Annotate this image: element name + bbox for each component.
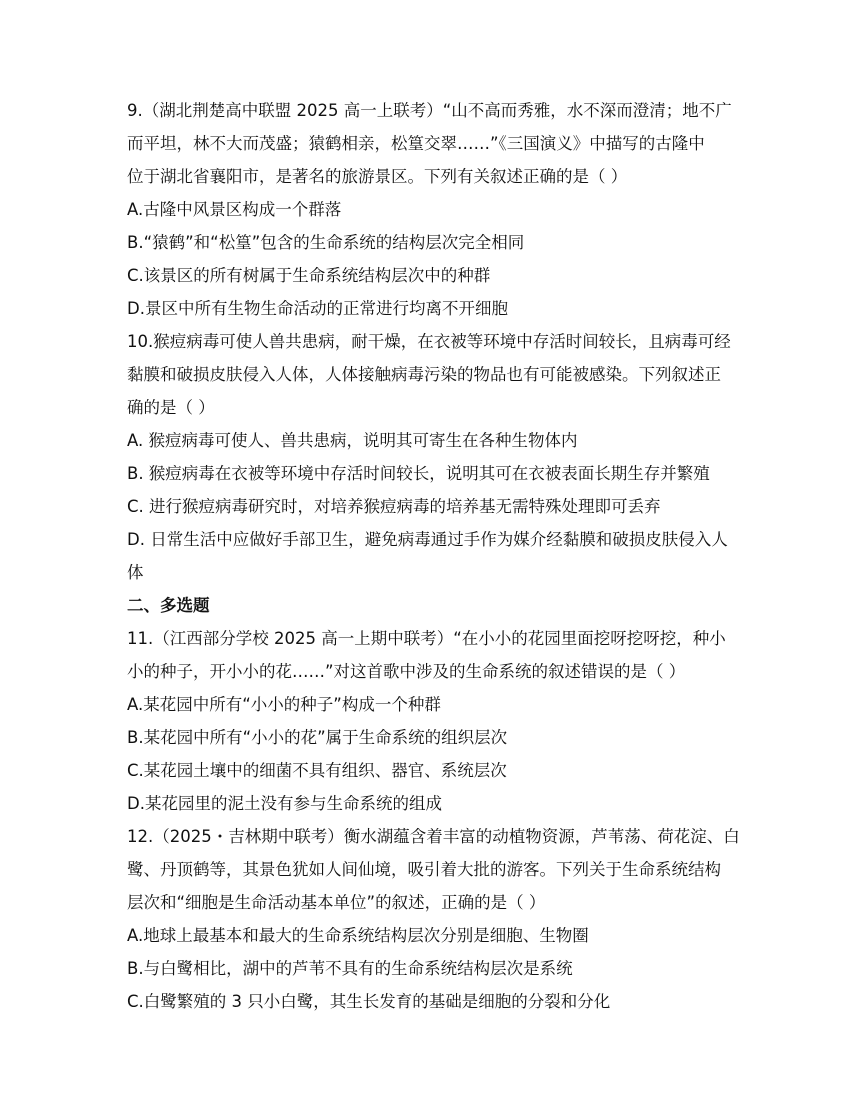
q10-option-c: C. 进行猴痘病毒研究时，对培养猴痘病毒的培养基无需特殊处理即可丢弃 bbox=[127, 497, 661, 516]
q11-option-b: B.某花园中所有“小小的花”属于生命系统的组织层次 bbox=[127, 728, 508, 747]
q12-option-c: C.白鹭繁殖的 3 只小白鹭，其生长发育的基础是细胞的分裂和分化 bbox=[127, 992, 611, 1011]
q10-option-b: B. 猴痘病毒在衣被等环境中存活时间较长，说明其可在衣被表面长期生存并繁殖 bbox=[127, 464, 710, 483]
q11-stem-line-2: 小的种子，开小小的花……”对这首歌中涉及的生命系统的叙述错误的是（ ） bbox=[127, 662, 686, 681]
q9-option-a: A.古隆中风景区构成一个群落 bbox=[127, 200, 342, 219]
q9-stem-line-2: 而平坦，林不大而茂盛；猿鹤相亲，松篁交翠……”《三国演义》中描写的古隆中 bbox=[127, 134, 705, 153]
q10-stem-line-2: 黏膜和破损皮肤侵入人体，人体接触病毒污染的物品也有可能被感染。下列叙述正 bbox=[127, 365, 721, 384]
q11-stem-line-1: 11.（江西部分学校 2025 高一上期中联考）“在小小的花园里面挖呀挖呀挖，种小 bbox=[127, 629, 726, 648]
q11-option-c: C.某花园土壤中的细菌不具有组织、器官、系统层次 bbox=[127, 761, 507, 780]
q10-stem-line-1: 10.猴痘病毒可使人兽共患病，耐干燥，在衣被等环境中存活时间较长，且病毒可经 bbox=[127, 332, 731, 351]
q10-option-d: D. 日常生活中应做好手部卫生，避免病毒通过手作为媒介经黏膜和破损皮肤侵入人 bbox=[127, 530, 728, 549]
q9-stem-line-1: 9.（湖北荆楚高中联盟 2025 高一上联考）“山不高而秀雅，水不深而澄清；地不广 bbox=[127, 101, 732, 120]
q12-stem-line-2: 鹭、丹顶鹤等，其景色犹如人间仙境，吸引着大批的游客。下列关于生命系统结构 bbox=[127, 860, 721, 879]
q12-stem-line-3: 层次和“细胞是生命活动基本单位”的叙述，正确的是（ ） bbox=[127, 893, 546, 912]
q9-option-b: B.“猿鹤”和“松篁”包含的生命系统的结构层次完全相同 bbox=[127, 233, 525, 252]
q10-option-a: A. 猴痘病毒可使人、兽共患病，说明其可寄生在各种生物体内 bbox=[127, 431, 578, 450]
q12-option-b: B.与白鹭相比，湖中的芦苇不具有的生命系统结构层次是系统 bbox=[127, 959, 573, 978]
section-heading: 二、多选题 bbox=[127, 596, 210, 615]
q9-stem-line-3: 位于湖北省襄阳市，是著名的旅游景区。下列有关叙述正确的是（ ） bbox=[127, 167, 628, 186]
q11-option-d: D.某花园里的泥土没有参与生命系统的组成 bbox=[127, 794, 442, 813]
q12-stem-line-1: 12.（2025・吉林期中联考）衡水湖蕴含着丰富的动植物资源，芦苇荡、荷花淀、白 bbox=[127, 827, 740, 846]
q12-option-a: A.地球上最基本和最大的生命系统结构层次分别是细胞、生物圈 bbox=[127, 926, 589, 945]
q11-option-a: A.某花园中所有“小小的种子”构成一个种群 bbox=[127, 695, 441, 714]
q9-option-d: D.景区中所有生物生命活动的正常进行均离不开细胞 bbox=[127, 299, 508, 318]
q10-option-d-continued: 体 bbox=[127, 563, 144, 582]
q10-stem-line-3: 确的是（ ） bbox=[127, 398, 215, 417]
q9-option-c: C.该景区的所有树属于生命系统结构层次中的种群 bbox=[127, 266, 491, 285]
